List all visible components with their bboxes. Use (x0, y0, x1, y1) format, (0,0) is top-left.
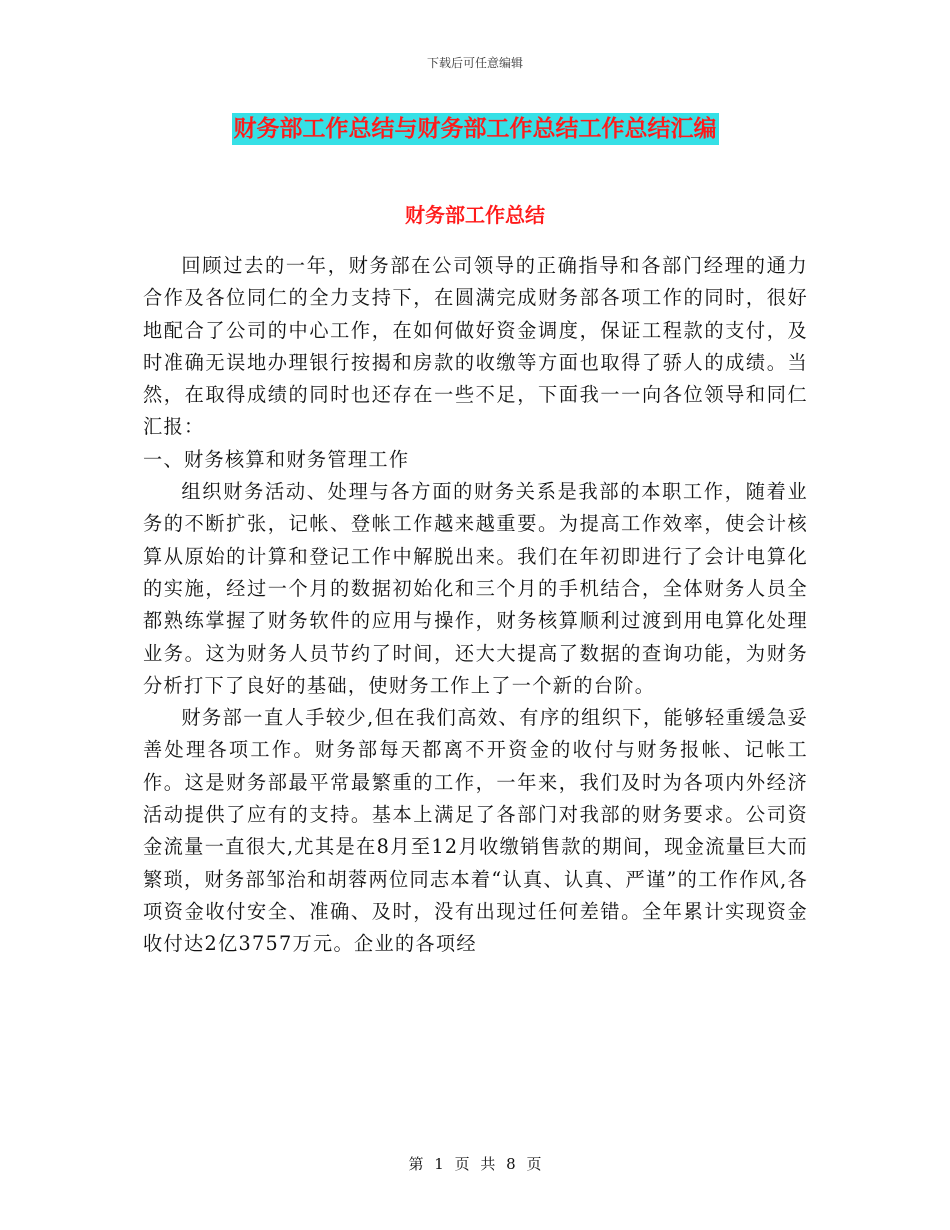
page-footer: 第 1 页 共 8 页 (408, 1155, 542, 1173)
paragraph-intro: 回顾过去的一年，财务部在公司领导的正确指导和各部门经理的通力合作及各位同仁的全力支持下，在圆满完成财务部各项工作的同时，很好地配合了公司的中心工作，在如何做好资金调度，保证工程款的支付，及时准确无误地办理银行按揭和房款的收缴等方面也取得了骄人的成绩。当然，在取得成绩的同时也还存在一些不足，下面我一一向各位领导和同仁汇报： (143, 254, 808, 439)
header-note: 下载后可任意编辑 (426, 56, 523, 70)
main-title-container (0, 113, 950, 145)
document-body (143, 250, 808, 961)
paragraph-accounting: 组织财务活动、处理与各方面的财务关系是我部的本职工作，随着业务的不断扩张，记帐、登帐工作越来越重要。为提高工作效率，使会计核算从原始的计算和登记工作中解脱出来。我们在年初即进行了会计电算化的实施，经过一个月的数据初始化和三个月的手机结合，全体财务人员全都熟练掌握了财务软件的应用与操作，财务核算顺利过渡到用电算化处理业务。这为财务人员节约了时间，还大大提高了数据的查询功能，为财务分析打下了良好的基础，使财务工作上了一个新的台阶。 (143, 480, 808, 697)
section-heading: 一、财务核算和财务管理工作 (143, 447, 410, 471)
section-title: 财务部工作总结 (405, 203, 545, 227)
paragraph-funds: 财务部一直人手较少,但在我们高效、有序的组织下，能够轻重缓急妥善处理各项工作。财务部每天都离不开资金的收付与财务报帐、记帐工作。这是财务部最平常最繁重的工作，一年来，我们及时为各项内外经济活动提供了应有的支持。基本上满足了各部门对我部的财务要求。公司资金流量一直很大,尤其是在8月至12月收缴销售款的期间，现金流量巨大而繁琐，财务部邹治和胡蓉两位同志本着“认真、认真、严谨”的工作作风,各项资金收付安全、准确、及时，没有出现过任何差错。全年累计实现资金收付达2亿3757万元。企业的各项经 (143, 706, 808, 956)
document-title: 财务部工作总结与财务部工作总结工作总结汇编 (232, 113, 719, 145)
